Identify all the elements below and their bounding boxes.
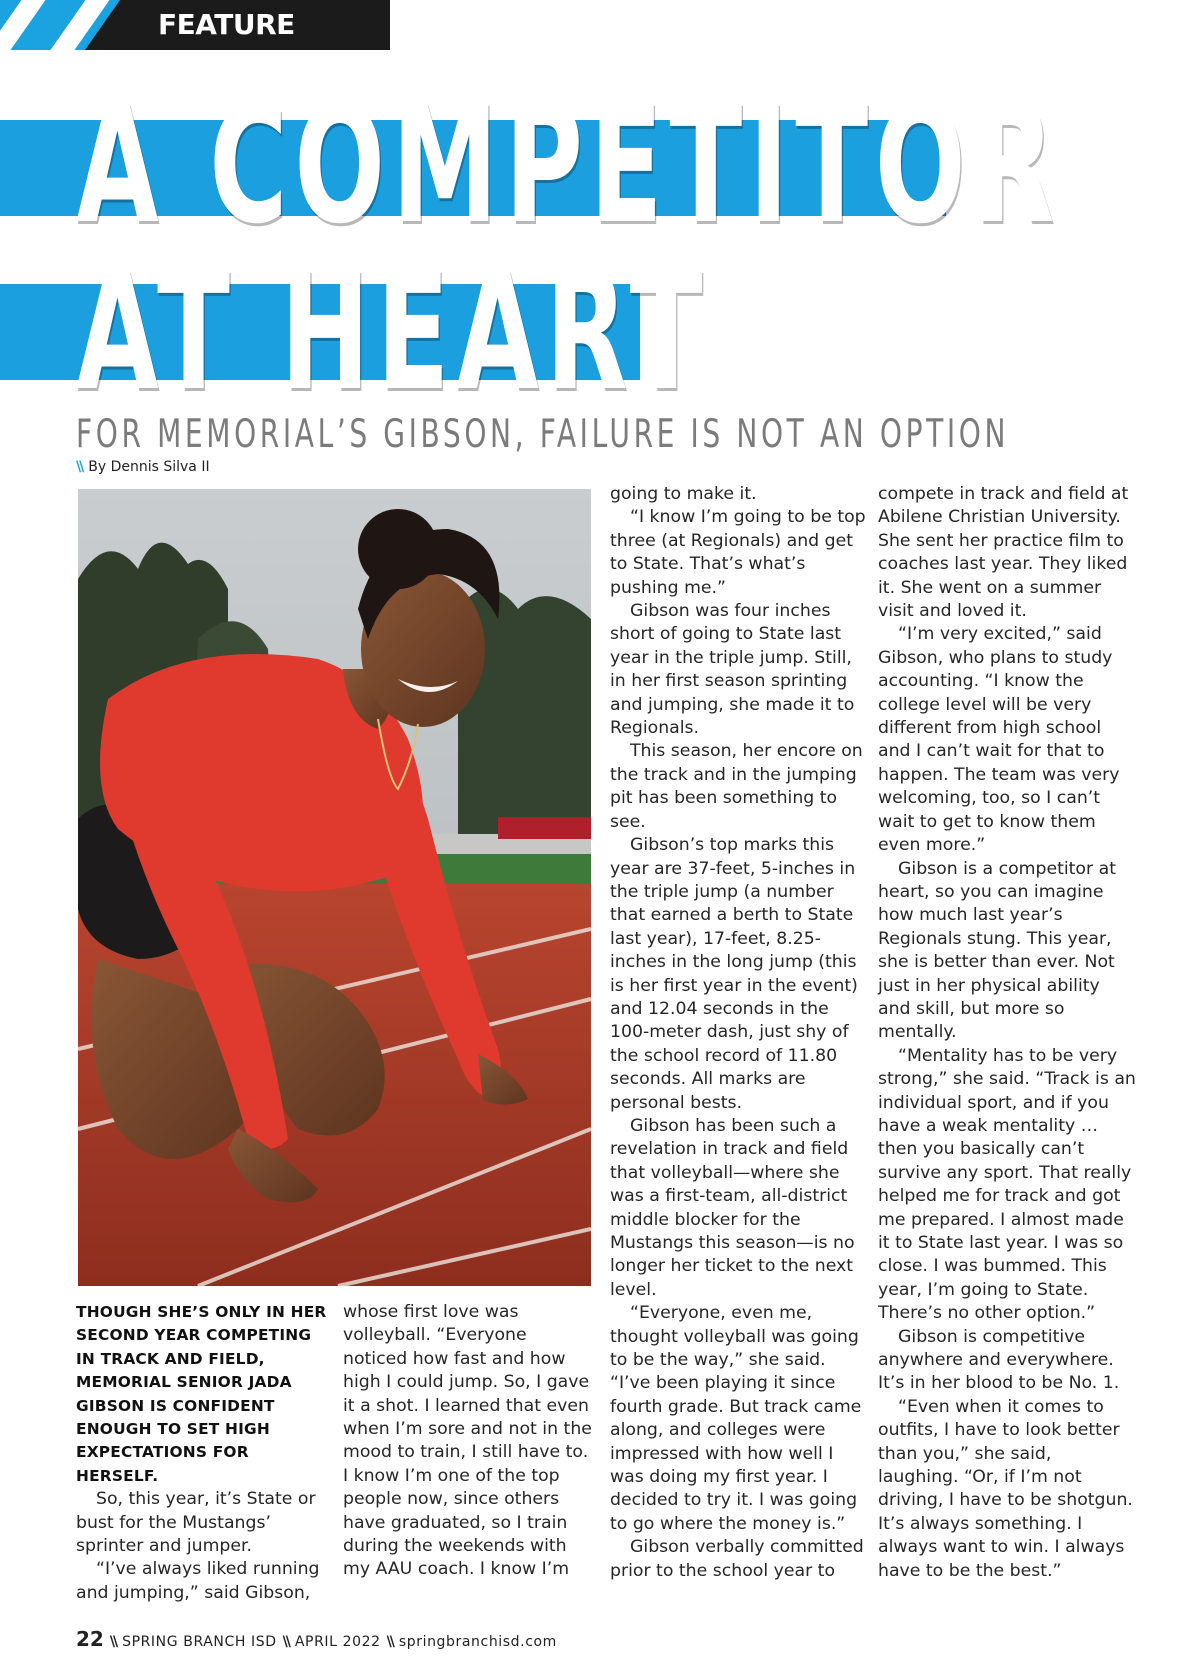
byline-text: By Dennis Silva II (88, 459, 210, 475)
body-paragraph: “Mentality has to be very strong,” she said. “Track is an individual sport, and if you have a weak mentality … then you basically can’t survive any sport. That really helped me for track and got me prepared. I almost made it to State last year. I was so close. I was bummed. This year, I’m going to State. There’s no other option.” (878, 1045, 1136, 1324)
slash-divider-icon: \\ (76, 459, 83, 475)
body-paragraph: Gibson was four inches short of going to State last year in the triple jump. Still, in her first season sprinting and jumping, she made it to Regionals. (610, 601, 855, 739)
body-paragraph: “Everyone, even me, thought volleyball was going to be the way,” she said. “I’ve been playing it since fourth grade. But track came along, and colleges were impressed with how well I was doing my first year. I decided to try it. I was going to go where the money is.” (610, 1303, 862, 1534)
headline-line-2: AT HEART (76, 239, 710, 427)
slash-divider-icon: \\ (386, 1634, 393, 1650)
body-paragraph: “Even when it comes to outfits, I have to look better than you,” she said, laughing. “Or, if I’m not driving, I have to be shotgun. It’s always something. I always want to win. I always have to be the best.” (878, 1396, 1133, 1581)
photo-athlete-on-track-icon (78, 489, 591, 1286)
body-paragraph: So, this year, it’s State or bust for the Mustangs’ sprinter and jumper. (76, 1489, 316, 1557)
text-column-3 (610, 483, 868, 1583)
footer-website[interactable]: springbranchisd.com (398, 1634, 557, 1650)
deck-paragraph: THOUGH SHE’S ONLY IN HER SECOND YEAR COMPETING IN TRACK AND FIELD, MEMORIAL SENIOR JADA GIBSON IS CONFIDENT ENOUGH TO SET HIGH EXPECTATIONS FOR HERSELF. (76, 1303, 327, 1485)
body-paragraph: Gibson’s top marks this year are 37-feet, 5-inches in the triple jump (a number that earned a berth to State last year), 17-feet, 8.25-inches in the long jump (this is her first year in the event) and 12.04 seconds in the 100-meter dash, just shy of the school record of 11.80 seconds. All marks are personal bests. (610, 835, 858, 1113)
page-footer (76, 1627, 557, 1651)
body-paragraph: whose first love was volleyball. “Everyone noticed how fast and how high I could jump. So, I gave it a shot. I learned that even when I’m sore and not in the mood to train, I still have to. I know I’m one of the top people now, since others have graduated, so I train during the weekends with my AAU coach. I know I’m (343, 1302, 592, 1580)
body-paragraph: going to make it. (610, 484, 757, 504)
body-paragraph: Gibson is competitive anywhere and everywhere. It’s in her blood to be No. 1. (878, 1326, 1120, 1394)
text-column-4 (878, 483, 1136, 1583)
banner-stripe (10, 0, 85, 50)
footer-issue: APRIL 2022 (294, 1634, 381, 1650)
headline-line-1: A COMPETITOR (76, 72, 1062, 260)
subheadline: FOR MEMORIAL’S GIBSON, FAILURE IS NOT AN OPTION (76, 412, 1010, 457)
text-column-1 (76, 1301, 328, 1605)
body-paragraph: “I know I’m going to be top three (at Regionals) and get to State. That’s what’s pushing me.” (610, 507, 866, 598)
text-column-2 (343, 1301, 593, 1582)
byline (76, 459, 210, 475)
page-number: 22 (76, 1627, 104, 1651)
section-label: FEATURE (158, 8, 295, 41)
slash-divider-icon: \\ (109, 1634, 117, 1650)
footer-district: SPRING BRANCH ISD (122, 1634, 277, 1650)
slash-divider-icon: \\ (282, 1634, 289, 1650)
body-paragraph: Gibson is a competitor at heart, so you can imagine how much last year’s Regionals stung. This year, she is better than ever. Not just in her physical ability and skill, but more so mentally. (878, 858, 1116, 1043)
body-paragraph: “I’ve always liked running and jumping,” said Gibson, (76, 1559, 320, 1603)
body-paragraph: This season, her encore on the track and in the jumping pit has been something to see. (610, 741, 863, 832)
feature-photo (78, 489, 591, 1286)
body-paragraph: “I’m very excited,” said Gibson, who plans to study accounting. “I know the college level will be very different from high school and I can’t wait for that to happen. The team was very welcoming, too, so I can’t wait to get to know them even more.” (878, 624, 1120, 856)
body-paragraph: compete in track and field at Abilene Christian University. She sent her practice film to coaches last year. They liked it. She went on a summer visit and loved it. (878, 484, 1129, 622)
body-paragraph: Gibson verbally committed prior to the school year to (610, 1537, 864, 1581)
section-banner (0, 0, 390, 50)
body-paragraph: Gibson has been such a revelation in track and field that volleyball—where she was a first-team, all-district middle blocker for the Mustangs this season—is no longer her ticket to the next level. (610, 1115, 855, 1300)
